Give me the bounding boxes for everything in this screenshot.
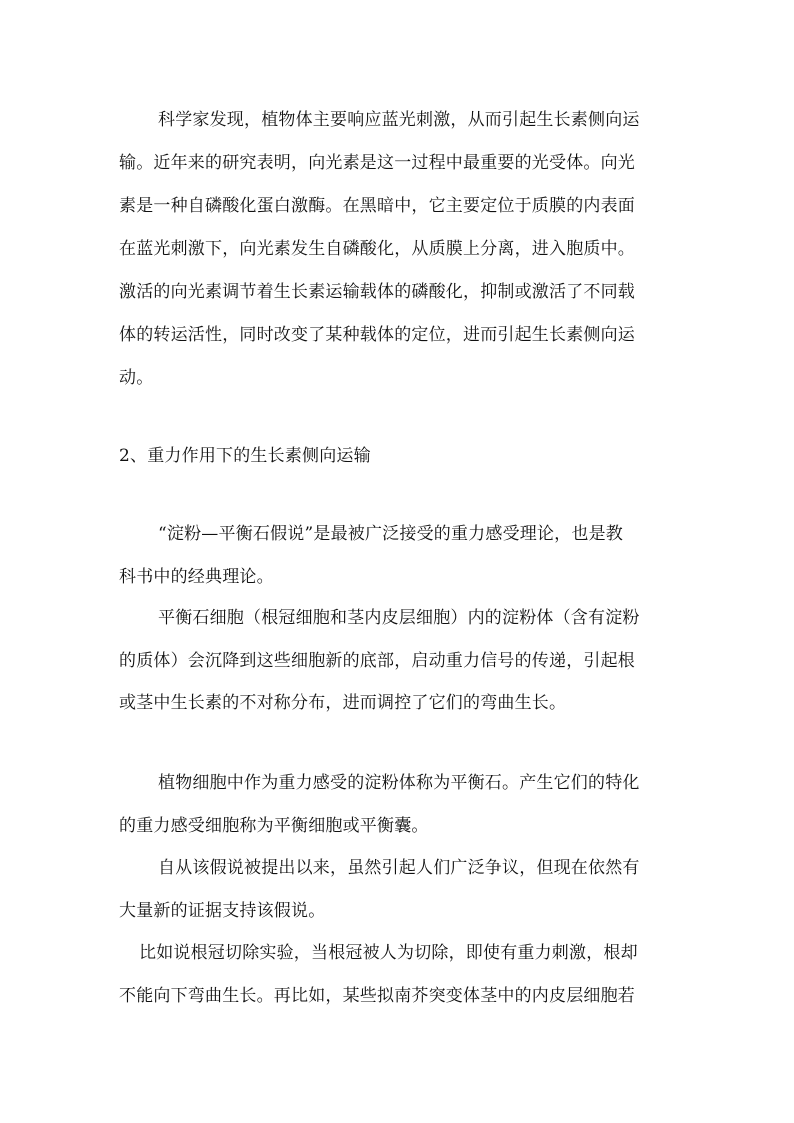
paragraph-1-line-7: 动。 [119, 368, 154, 388]
section-heading: 2、重力作用下的生长素侧向运输 [119, 446, 371, 466]
paragraph-3-line-2: 的质体）会沉降到这些细胞新的底部，启动重力信号的传递，引起根 [119, 651, 635, 671]
paragraph-4-line-1: 植物细胞中作为重力感受的淀粉体称为平衡石。产生它们的特化 [158, 773, 640, 793]
paragraph-2-line-1: “淀粉—平衡石假说”是最被广泛接受的重力感受理论，也是教 [158, 524, 623, 544]
paragraph-1-line-2: 输。近年来的研究表明，向光素是这一过程中最重要的光受体。向光 [119, 153, 635, 173]
paragraph-3-line-3: 或茎中生长素的不对称分布，进而调控了它们的弯曲生长。 [119, 693, 567, 713]
paragraph-1-line-6: 体的转运活性，同时改变了某种载体的定位，进而引起生长素侧向运 [119, 325, 635, 345]
paragraph-1-line-5: 激活的向光素调节着生长素运输载体的磷酸化，抑制或激活了不同载 [119, 282, 635, 302]
paragraph-1-line-1: 科学家发现，植物体主要响应蓝光刺激，从而引起生长素侧向运 [158, 110, 640, 130]
paragraph-1-line-4: 在蓝光刺激下，向光素发生自磷酸化，从质膜上分离，进入胞质中。 [119, 239, 635, 259]
paragraph-5-line-2: 大量新的证据支持该假说。 [119, 901, 326, 921]
paragraph-1-line-3: 素是一种自磷酸化蛋白激酶。在黑暗中，它主要定位于质膜的内表面 [119, 196, 635, 216]
paragraph-5-line-1: 自从该假说被提出以来，虽然引起人们广泛争议，但现在依然有 [158, 858, 640, 878]
paragraph-4-line-2: 的重力感受细胞称为平衡细胞或平衡囊。 [119, 816, 429, 836]
paragraph-6-line-2: 不能向下弯曲生长。再比如，某些拟南芥突变体茎中的内皮层细胞若 [119, 986, 635, 1006]
paragraph-3-line-1: 平衡石细胞（根冠细胞和茎内皮层细胞）内的淀粉体（含有淀粉 [158, 608, 640, 628]
paragraph-6-line-1: 比如说根冠切除实验，当根冠被人为切除，即使有重力刺激，根却 [139, 943, 638, 963]
paragraph-2-line-2: 科书中的经典理论。 [119, 567, 274, 587]
